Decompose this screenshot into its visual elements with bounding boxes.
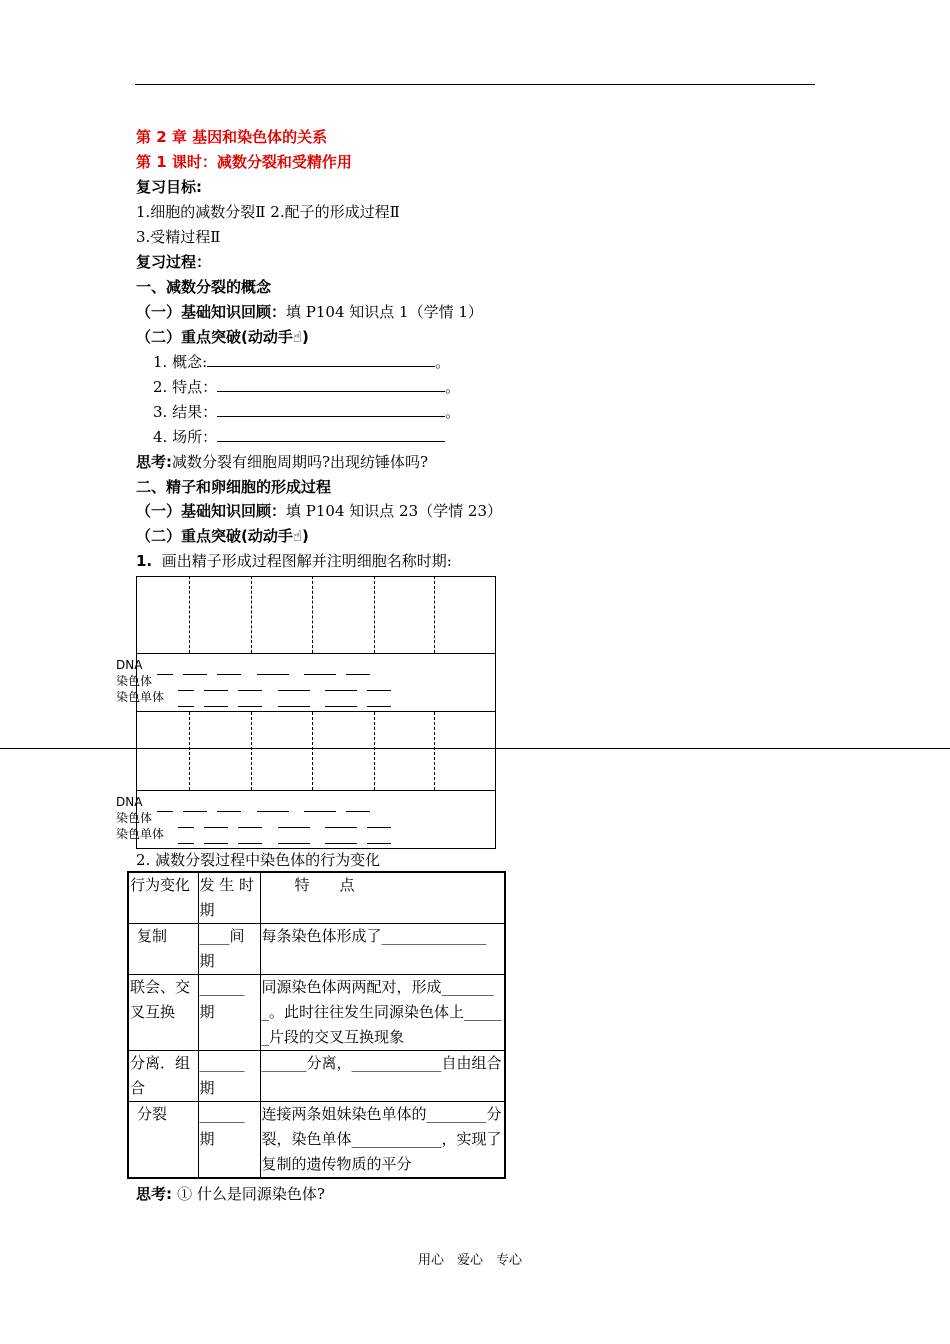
period-text: 期 [199,1079,215,1097]
period-cell[interactable] [198,1102,260,1179]
section2-focus: （二）重点突破(动动手☝) [136,527,309,545]
period-text: 期 [199,1130,215,1148]
behavior-cell [128,924,198,975]
feature-text: 连接两条姐妹染色单体的________分裂，染色单体____________，实现了复制的遗传物质的平分 [261,1105,502,1173]
section1-title: 一、减数分裂的概念 [136,278,272,296]
section1-review-text: 填 P104 知识点 1（学情 1） [286,303,483,321]
chapter-title: 第 2 章 基因和染色体的关系 [136,128,328,146]
drawing-1-col-divider [312,576,313,653]
feature-end: 。 [445,378,461,396]
feature-cell[interactable] [260,975,505,1051]
drawing-1-col-divider [374,576,375,653]
period-blank[interactable]: ____ [199,927,230,945]
process-title: 复习过程： [136,253,212,271]
feature-cell[interactable] [260,924,505,975]
section2-review-text: 填 P104 知识点 23（学情 23） [286,502,502,520]
feature-text: 同源染色体两两配对，形成________。此时往往发生同源染色体上______片段的交叉互换现象 [261,978,502,1046]
period-text: 间期 [199,927,245,970]
drawing-2-col-divider [189,712,190,790]
period-blank[interactable]: ______ [199,1054,245,1072]
section1-think [136,451,428,472]
question-2: 2. 减数分裂过程中染色体的行为变化 [136,851,381,869]
goals-title: 复习目标: [136,178,202,196]
section1-think-label: 思考: [136,453,172,471]
behavior-cell [128,1102,198,1179]
table-row [128,1051,505,1102]
section1-review-label: （一）基础知识回顾： [136,303,287,321]
result-item [153,401,460,422]
behavior-text: 复制 [137,927,168,945]
header-rule [135,84,815,85]
chromosome-behavior-table [127,871,506,1179]
section2-title: 二、精子和卵细胞的形成过程 [136,478,332,496]
feature-cell[interactable] [260,1102,505,1179]
period-text: 期 [199,1003,215,1021]
question-1-text: 画出精子形成过程图解并注明细胞名称时期: [161,552,452,570]
section2-review [136,500,502,521]
question-1-number: 1. [136,552,153,570]
drawing-1-col-divider [189,576,190,653]
section1-review [136,301,483,322]
drawing-frame-2-divider [136,790,496,791]
drawing-2-col-divider [374,712,375,790]
dna-label: DNA [116,795,143,809]
drawing-1-col-divider [251,576,252,653]
period-cell[interactable] [198,975,260,1051]
period-cell[interactable] [198,924,260,975]
feature-text: 每条染色体形成了______________ [261,927,487,945]
section2-review-label: （一）基础知识回顾： [136,502,287,520]
feature-text: ______分离，____________自由组合 [261,1054,502,1072]
goals-line-2: 3.受精过程Ⅱ [136,228,221,246]
chromosome-label: 染色体 [116,811,153,825]
behavior-text: 分离．组合 [130,1054,191,1097]
think-2-text: ① 什么是同源染色体? [177,1185,325,1203]
period-cell[interactable] [198,1051,260,1102]
result-end: 。 [445,403,461,421]
chromosome-label: 染色体 [116,674,153,688]
question-1 [136,550,452,571]
place-label: 4. 场所： [153,428,218,446]
concept-item [153,351,450,372]
drawing-2-col-divider [434,712,435,790]
table-row [128,1102,505,1179]
period-blank[interactable]: ______ [199,1105,245,1123]
result-label: 3. 结果： [153,403,218,421]
header-feature-text: 特 点 [294,876,355,894]
feature-label: 2. 特点： [153,378,218,396]
page-break-line [0,748,950,749]
header-feature [260,872,505,924]
think-2 [136,1183,325,1204]
chromatid-label: 染色单体 [116,827,165,841]
place-item [153,426,445,447]
place-blank[interactable] [217,427,445,442]
behavior-text: 联会、交叉互换 [130,978,191,1021]
feature-blank[interactable] [217,377,445,392]
section1-focus: （二）重点突破(动动手☝) [136,328,309,346]
result-blank[interactable] [217,402,445,417]
table-header-row [128,872,505,924]
chromatid-blanks-1[interactable] [178,692,391,711]
dna-label: DNA [116,658,143,672]
feature-cell[interactable] [260,1051,505,1102]
drawing-2-col-divider [251,712,252,790]
header-period: 发 生 时期 [198,872,260,924]
period-blank[interactable]: ______ [199,978,245,996]
feature-item [153,376,460,397]
page-footer: 用心 爱心 专心 [418,1253,523,1268]
table-row [128,975,505,1051]
concept-end: 。 [435,353,451,371]
behavior-cell [128,975,198,1051]
lesson-title: 第 1 课时：减数分裂和受精作用 [136,153,352,171]
chromatid-label: 染色单体 [116,690,165,704]
goals-line-1: 1.细胞的减数分裂Ⅱ 2.配子的形成过程Ⅱ [136,203,400,221]
concept-label: 1. 概念: [153,353,208,371]
drawing-frame-1-divider [136,653,496,654]
concept-blank[interactable] [207,352,435,367]
table-row [128,924,505,975]
behavior-cell [128,1051,198,1102]
chromatid-blanks-2[interactable] [178,829,391,848]
drawing-1-col-divider [434,576,435,653]
think-2-label: 思考: [136,1185,172,1203]
behavior-text: 分裂 [137,1105,168,1123]
header-behavior: 行为变化 [128,872,198,924]
drawing-2-col-divider [312,712,313,790]
section1-think-text: 减数分裂有细胞周期吗?出现纺锤体吗? [172,453,429,471]
